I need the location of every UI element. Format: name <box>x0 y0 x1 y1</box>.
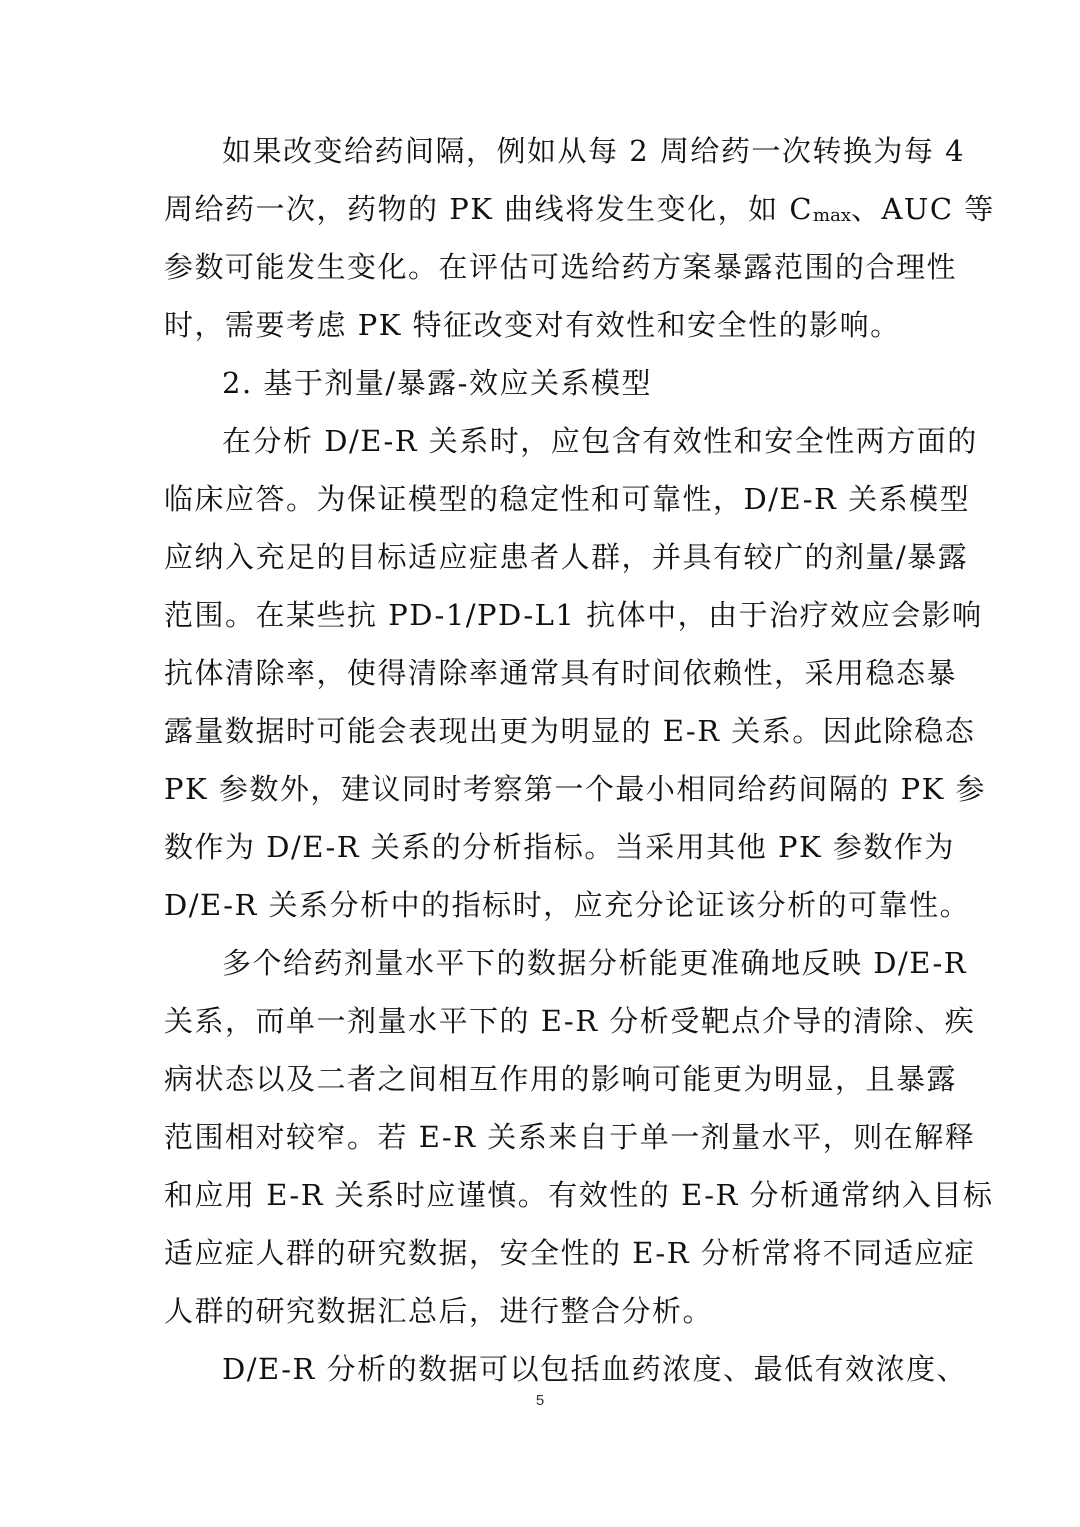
body-text <box>164 122 995 1398</box>
paragraph-3-line: 人群的研究数据汇总后，进行整合分析。 <box>164 1294 714 1328</box>
paragraph-4-line: D/E-R 分析的数据可以包括血药浓度、最低有效浓度、 <box>222 1352 968 1386</box>
paragraph-2-line: 临床应答。为保证模型的稳定性和可靠性，D/E-R 关系模型 <box>164 482 971 516</box>
paragraph-1-line-4: 时，需要考虑 PK 特征改变对有效性和安全性的影响。 <box>164 308 901 342</box>
paragraph-1-line-2-text-end: 、AUC 等 <box>850 192 995 226</box>
page-number: 5 <box>535 1392 545 1409</box>
section-heading: 2. 基于剂量/暴露-效应关系模型 <box>222 366 652 400</box>
paragraph-2-line: 范围。在某些抗 PD-1/PD-L1 抗体中，由于治疗效应会影响 <box>164 598 983 632</box>
paragraph-3-line: 范围相对较窄。若 E-R 关系来自于单一剂量水平，则在解释 <box>164 1120 976 1154</box>
paragraph-1-line-2-text: 周给药一次，药物的 PK 曲线将发生变化，如 C <box>164 192 814 226</box>
paragraph-3-line: 关系，而单一剂量水平下的 E-R 分析受靶点介导的清除、疾 <box>164 1004 976 1038</box>
paragraph-3-line: 适应症人群的研究数据，安全性的 E-R 分析常将不同适应症 <box>164 1236 976 1270</box>
paragraph-2-line: PK 参数外，建议同时考察第一个最小相同给药间隔的 PK 参 <box>164 772 987 806</box>
paragraph-2-line: 在分析 D/E-R 关系时，应包含有效性和安全性两方面的 <box>222 424 978 458</box>
paragraph-3-line: 病状态以及二者之间相互作用的影响可能更为明显，且暴露 <box>164 1062 958 1096</box>
paragraph-3-line: 和应用 E-R 关系时应谨慎。有效性的 E-R 分析通常纳入目标 <box>164 1178 994 1212</box>
paragraph-2-line: 露量数据时可能会表现出更为明显的 E-R 关系。因此除稳态 <box>164 714 976 748</box>
paragraph-1-line-2 <box>164 180 995 238</box>
paragraph-2-line: D/E-R 关系分析中的指标时，应充分论证该分析的可靠性。 <box>164 888 971 922</box>
paragraph-2-line: 抗体清除率，使得清除率通常具有时间依赖性，采用稳态暴 <box>164 656 958 690</box>
paragraph-2-line: 应纳入充足的目标适应症患者人群，并具有较广的剂量/暴露 <box>164 540 969 574</box>
cmax-subscript: max <box>813 205 851 226</box>
paragraph-1-line-1: 如果改变给药间隔，例如从每 2 周给药一次转换为每 4 <box>222 134 966 168</box>
paragraph-3-line: 多个给药剂量水平下的数据分析能更准确地反映 D/E-R <box>222 946 968 980</box>
paragraph-1-line-3: 参数可能发生变化。在评估可选给药方案暴露范围的合理性 <box>164 250 958 284</box>
paragraph-2-line: 数作为 D/E-R 关系的分析指标。当采用其他 PK 参数作为 <box>164 830 955 864</box>
